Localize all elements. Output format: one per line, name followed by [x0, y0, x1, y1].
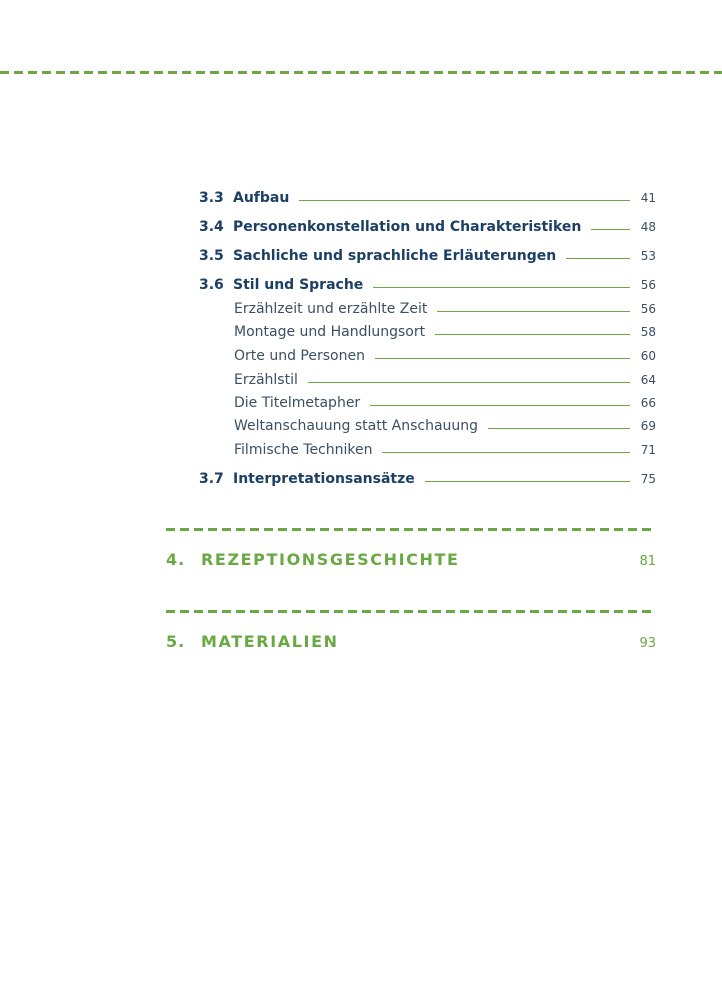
section-number: 3.5	[199, 248, 224, 264]
page-number: 41	[640, 191, 656, 205]
page-number: 81	[639, 554, 656, 569]
leader-line	[375, 358, 630, 359]
page-number: 93	[639, 636, 656, 651]
top-divider	[0, 71, 722, 74]
page-number: 53	[640, 249, 656, 263]
toc-subentry[interactable]	[234, 389, 656, 411]
subsection-title: Erzählzeit und erzählte Zeit	[234, 301, 428, 317]
section-title: Sachliche und sprachliche Erläuterungen	[233, 248, 557, 264]
toc-subentry[interactable]	[234, 436, 656, 458]
page-number: 75	[640, 472, 656, 486]
page-number: 56	[640, 302, 656, 316]
subsection-title: Erzählstil	[234, 372, 298, 388]
subsection-title: Die Titelmetapher	[234, 395, 361, 411]
toc-entry[interactable]	[199, 271, 656, 293]
toc-entry[interactable]	[199, 213, 656, 235]
chapter-divider	[166, 610, 656, 613]
chapter-divider	[166, 528, 656, 531]
page-number: 66	[640, 396, 656, 410]
chapter-number: 4.	[166, 550, 186, 569]
page-number: 64	[640, 373, 656, 387]
page-number: 48	[640, 220, 656, 234]
toc-entry[interactable]	[199, 184, 656, 206]
leader-line	[425, 481, 630, 482]
toc-subentry[interactable]	[234, 342, 656, 364]
leader-line	[591, 229, 630, 230]
toc-entry[interactable]	[199, 242, 656, 264]
toc-subentry[interactable]	[234, 366, 656, 388]
leader-line	[299, 200, 630, 201]
chapter-title: MATERIALIEN	[201, 632, 339, 651]
leader-line	[373, 287, 630, 288]
subsection-title: Montage und Handlungsort	[234, 324, 426, 340]
chapter-number: 5.	[166, 632, 186, 651]
leader-line	[370, 405, 630, 406]
section-title: Aufbau	[233, 190, 290, 206]
page-number: 58	[640, 325, 656, 339]
page-number: 60	[640, 349, 656, 363]
section-title: Stil und Sprache	[233, 277, 364, 293]
leader-line	[382, 452, 630, 453]
section-number: 3.7	[199, 471, 224, 487]
section-title: Interpretationsansätze	[233, 471, 415, 487]
leader-line	[488, 428, 630, 429]
section-number: 3.4	[199, 219, 224, 235]
toc-subentry[interactable]	[234, 318, 656, 340]
page-number: 69	[640, 419, 656, 433]
section-number: 3.6	[199, 277, 224, 293]
subsection-title: Filmische Techniken	[234, 442, 373, 458]
toc-chapter[interactable]	[166, 627, 656, 651]
leader-line	[308, 382, 630, 383]
section-number: 3.3	[199, 190, 224, 206]
chapter-title: REZEPTIONSGESCHICHTE	[201, 550, 460, 569]
page-number: 56	[640, 278, 656, 292]
subsection-title: Weltanschauung statt Anschauung	[234, 418, 479, 434]
page-number: 71	[640, 443, 656, 457]
leader-line	[566, 258, 630, 259]
leader-line	[437, 311, 630, 312]
toc-chapter[interactable]	[166, 545, 656, 569]
toc-subentry[interactable]	[234, 295, 656, 317]
subsection-title: Orte und Personen	[234, 348, 365, 364]
toc-entry[interactable]	[199, 465, 656, 487]
toc-subentry[interactable]	[234, 412, 656, 434]
leader-line	[435, 334, 630, 335]
section-title: Personenkonstellation und Charakteristiken	[233, 219, 582, 235]
